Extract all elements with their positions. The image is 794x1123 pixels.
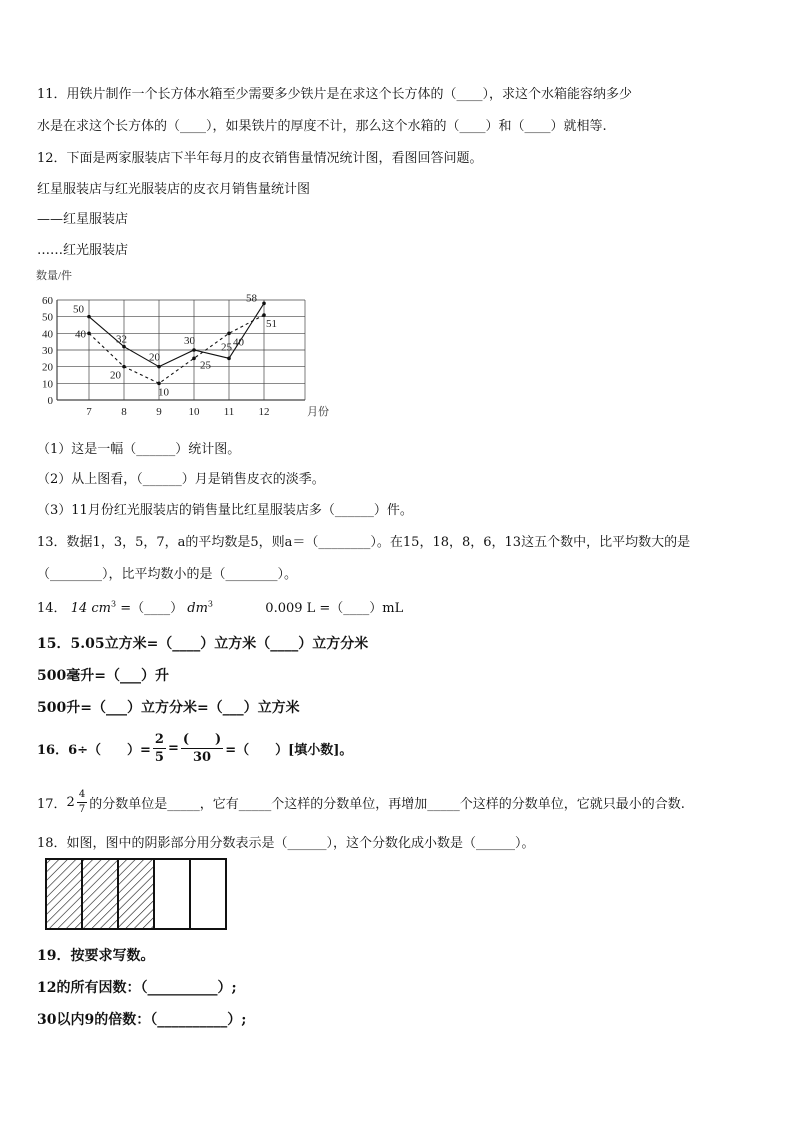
q18-text: 18．如图，图中的阴影部分用分数表示是（______），这个分数化成小数是（______）。	[37, 836, 535, 851]
data-point	[262, 302, 266, 306]
data-label: 58	[246, 292, 257, 305]
y-tick-label: 60	[42, 295, 53, 307]
chart-y-ticks	[42, 295, 54, 407]
x-tick-label: 9	[156, 406, 162, 418]
data-point	[192, 348, 196, 352]
q14-c: 0.009 L =（____）mL	[265, 601, 404, 616]
y-tick-label: 50	[42, 311, 53, 324]
y-tick-label: 40	[42, 328, 53, 341]
shaded-part	[118, 859, 154, 929]
x-tick-label: 11	[223, 406, 235, 418]
data-point	[157, 382, 161, 386]
data-label: 20	[110, 369, 121, 382]
data-label: 40	[233, 336, 244, 349]
q14-b-unit: dm	[187, 601, 208, 616]
q16-f2-den: 30	[192, 750, 212, 765]
q17-f-num: 4	[77, 790, 87, 803]
chart-grid	[57, 300, 305, 400]
q14-number: 14．	[37, 601, 67, 616]
y-tick-label: 10	[42, 378, 53, 391]
x-tick-label: 10	[188, 406, 200, 418]
q16-pre: 16．6÷（ ）=	[37, 743, 151, 758]
data-point	[227, 332, 231, 336]
data-point	[87, 315, 91, 319]
q11-line1: 11．用铁片制作一个长方体水箱至少需要多少铁片是在求这个长方体的（____），求这个水箱能容纳多少	[37, 87, 633, 102]
q13-line1: 13．数据1，3，5，7，a的平均数是5，则a＝（________）。在15，18，8，6，13这五个数中，比平均数大的是	[37, 535, 691, 550]
q14-a-mid: =（____）	[120, 601, 184, 616]
shaded-part	[46, 859, 82, 929]
data-point	[227, 357, 231, 361]
data-label: 30	[184, 335, 195, 347]
data-label: 25	[200, 359, 211, 372]
q13-line2: （________），比平均数小的是（________）。	[37, 567, 298, 582]
data-label: 10	[158, 386, 169, 399]
shaded-fraction-bar	[44, 857, 230, 933]
chart-xlabel: 月份	[307, 406, 329, 418]
q15-line1: 15．5.05立方米=（____）立方米（____）立方分米	[37, 636, 369, 652]
q14-a-exp: 3	[110, 599, 117, 609]
q19-title: 19．按要求写数。	[37, 948, 155, 964]
q16-f1-num: 2	[154, 732, 164, 747]
q16-f1-den: 5	[154, 750, 164, 765]
q14-a-value: 14	[70, 601, 88, 616]
unshaded-part	[190, 859, 226, 929]
q17-fraction	[77, 790, 87, 815]
data-label: 25	[221, 341, 232, 354]
chart-x-ticks	[86, 406, 269, 418]
q17-f-den: 7	[78, 804, 86, 815]
legend-solid: ——红星服装店	[37, 212, 129, 227]
q16-fraction-1	[153, 733, 166, 764]
q14-line	[37, 597, 403, 616]
q14-a-unit: cm	[91, 601, 111, 616]
chart-title: 红星服装店与红光服装店的皮衣月销售量统计图	[37, 182, 311, 197]
data-label: 40	[75, 328, 86, 341]
y-tick-label: 30	[42, 345, 53, 357]
legend-dotted: ……红光服装店	[37, 243, 129, 258]
q12-sub2: （2）从上图看，（______）月是销售皮衣的淡季。	[37, 472, 325, 487]
data-point	[87, 332, 91, 336]
y-tick-label: 0	[47, 395, 53, 407]
chart-data-labels	[73, 292, 277, 398]
data-point	[262, 313, 266, 317]
data-point	[192, 357, 196, 361]
q19-line2: 30以内9的倍数：（__________）;	[37, 1012, 247, 1028]
q12-sub1: （1）这是一幅（______）统计图。	[37, 442, 241, 457]
q15-line2: 500毫升=（___）升	[37, 668, 169, 684]
data-point	[122, 365, 126, 369]
x-tick-label: 8	[121, 406, 127, 418]
q16-fraction-2	[181, 733, 223, 764]
q11-line2: 水是在求这个长方体的（____），如果铁片的厚度不计，那么这个水箱的（____）和（____）就相等.	[37, 119, 607, 134]
q16-post: =（ ）[填小数]。	[225, 743, 353, 758]
data-label: 20	[149, 351, 160, 364]
q17-pre: 17．	[37, 797, 67, 812]
q19-line1: 12的所有因数：（__________）;	[37, 980, 237, 996]
shaded-part	[82, 859, 118, 929]
y-tick-label: 20	[42, 361, 53, 374]
data-point	[157, 365, 161, 369]
unshaded-part	[154, 859, 190, 929]
q16-f2-num: ( )	[182, 732, 222, 747]
sales-line-chart	[30, 266, 350, 418]
q12-sub3: （3）11月份红光服装店的销售量比红星服装店多（______）件。	[37, 503, 413, 518]
data-label: 50	[73, 303, 84, 316]
q12-intro: 12．下面是两家服装店下半年每月的皮衣销售量情况统计图，看图回答问题。	[37, 151, 483, 166]
q17-line	[37, 790, 685, 815]
q16-eq: =	[167, 741, 179, 756]
q15-line3: 500升=（___）立方分米=（___）立方米	[37, 700, 300, 716]
data-label: 51	[266, 318, 277, 330]
data-label: 32	[116, 333, 127, 346]
x-tick-label: 12	[258, 406, 270, 418]
q17-text: 的分数单位是_____，它有_____个这样的分数单位，再增加_____个这样的分数单位，它就只最小的合数.	[89, 797, 685, 812]
q17-whole: 2	[66, 795, 75, 810]
q16-line	[37, 733, 352, 764]
chart-ylabel: 数量/件	[36, 270, 73, 282]
x-tick-label: 7	[86, 406, 92, 418]
q14-b-exp: 3	[207, 599, 214, 609]
